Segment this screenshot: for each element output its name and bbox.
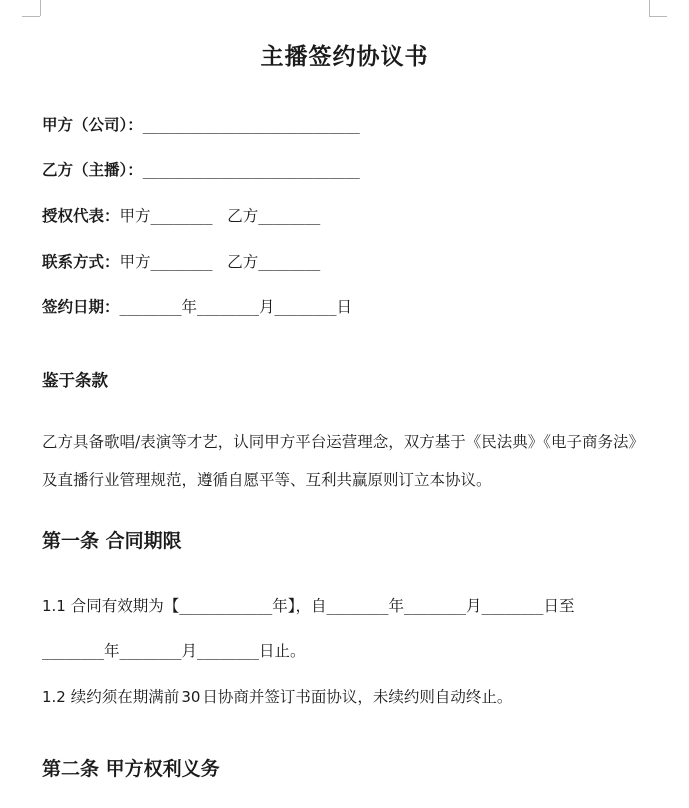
- document-title: 主播签约协议书: [260, 43, 429, 70]
- authorized-rep-blanks: 甲方________ 乙方________: [119, 207, 321, 225]
- crop-mark-right-horizontal: [649, 16, 667, 17]
- article-1-heading: 第一条 合同期限: [42, 530, 182, 552]
- article-2-heading: 第二条 甲方权利义务: [42, 758, 220, 780]
- clause-1-2-text-pre: 续约须在期满前: [70, 688, 180, 706]
- recitals-text: 乙方具备歌唱/表演等才艺，认同甲方平台运营理念，双方基于《民法典》《电子商务法》及直播行业管理规范，遵循自愿平等、互利共赢原则订立本协议。: [42, 433, 644, 489]
- clause-1-1-text: 合同有效期为【____________年】，自________年________月________日至: [70, 597, 575, 615]
- recitals-heading: 鉴于条款: [42, 371, 108, 390]
- party-b-label: 乙方（主播）：: [42, 160, 143, 179]
- clause-1-2-text-post: 日协商并签订书面协议，未续约则自动终止。: [202, 688, 513, 706]
- party-a-label: 甲方（公司）：: [42, 115, 143, 134]
- contact-label: 联系方式：: [42, 252, 120, 271]
- party-b-blank: ____________________________: [142, 161, 360, 179]
- clause-1-1-line-1: [42, 594, 575, 616]
- clause-1-2: [42, 685, 512, 707]
- clause-1-1-number: 1.1: [42, 597, 66, 615]
- crop-mark-right-vertical: [649, 0, 650, 16]
- clause-1-2-days: 30: [181, 688, 201, 706]
- crop-mark-left-horizontal: [22, 16, 40, 17]
- signing-date-label: 签约日期：: [42, 297, 120, 316]
- crop-mark-left-vertical: [40, 0, 41, 16]
- party-a-line: [42, 113, 360, 135]
- authorized-rep-label: 授权代表：: [42, 206, 120, 225]
- contact-line: [42, 250, 320, 272]
- clause-1-1-line-2: ________年________月________日止。: [42, 642, 306, 660]
- authorized-rep-line: [42, 204, 320, 226]
- signing-date-blanks: ________年________月________日: [119, 298, 353, 316]
- party-a-blank: ____________________________: [142, 116, 360, 134]
- contact-blanks: 甲方________ 乙方________: [119, 253, 321, 271]
- signing-date-line: [42, 295, 352, 317]
- clause-1-2-number: 1.2: [42, 688, 66, 706]
- party-b-line: [42, 158, 360, 180]
